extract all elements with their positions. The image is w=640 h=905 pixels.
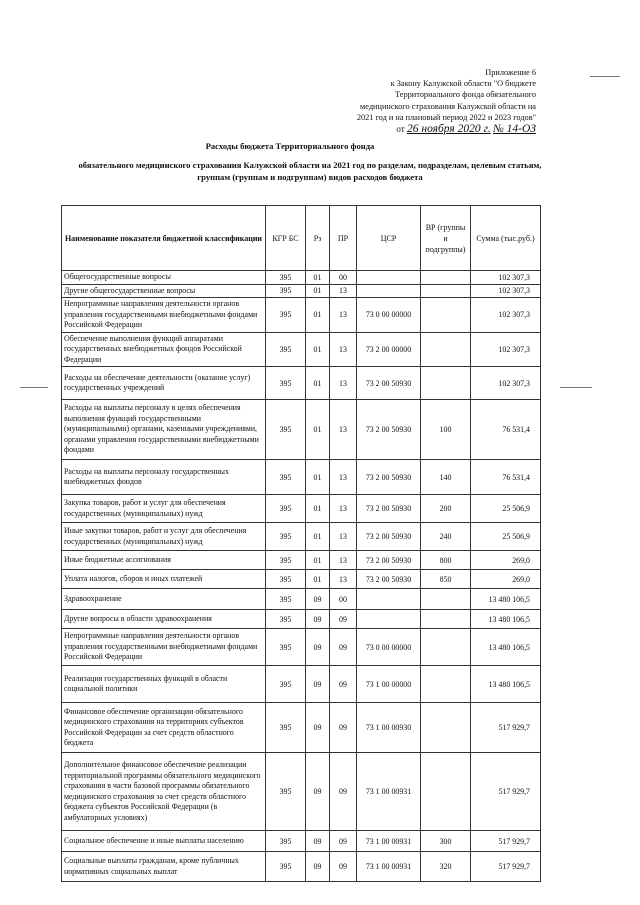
cell-name: Непрограммные направления деятельности органов управления государственными внебюджетными фондами Российской Федерации — [62, 629, 266, 666]
cell-pr: 13 — [330, 332, 357, 367]
cell-rz: 01 — [306, 400, 330, 460]
cell-kgrbs: 395 — [266, 271, 306, 285]
cell-name: Другие общегосударственные вопросы — [62, 284, 266, 298]
cell-sum: 76 531,4 — [471, 460, 541, 495]
cell-csr: 73 1 00 00000 — [357, 666, 421, 703]
cell-kgrbs: 395 — [266, 610, 306, 629]
cell-kgrbs: 395 — [266, 495, 306, 523]
header-kgrbs: КГР БС — [266, 206, 306, 271]
cell-name: Расходы на выплаты персоналу в целях обеспечения выполнения функций государственными (муниципальными) органами, казенными учреждениями, органами управления государственными внебюджетными фондами — [62, 400, 266, 460]
cell-name: Уплата налогов, сборов и иных платежей — [62, 570, 266, 589]
cell-pr: 13 — [330, 400, 357, 460]
cell-kgrbs: 395 — [266, 298, 306, 333]
cell-csr: 73 0 00 00000 — [357, 629, 421, 666]
cell-kgrbs: 395 — [266, 703, 306, 753]
table-row — [62, 523, 541, 551]
cell-name: Обеспечение выполнения функций аппаратами государственных внебюджетных фондов Российской Федерации — [62, 332, 266, 367]
cell-pr: 13 — [330, 523, 357, 551]
table-row — [62, 495, 541, 523]
cell-kgrbs: 395 — [266, 629, 306, 666]
table-row — [62, 284, 541, 298]
cell-kgrbs: 395 — [266, 831, 306, 852]
cell-name: Расходы на обеспечение деятельности (оказание услуг) государственных учреждений — [62, 367, 266, 400]
table-row — [62, 589, 541, 610]
appendix-line: Территориального фонда обязательного — [395, 90, 536, 100]
table-row — [62, 298, 541, 333]
cell-csr — [357, 284, 421, 298]
cell-pr: 09 — [330, 703, 357, 753]
cell-name: Финансовое обеспечение организации обязательного медицинского страхования на территориях субъектов Российской Федерации за счет средств областного бюджета — [62, 703, 266, 753]
cell-csr: 73 1 00 00931 — [357, 852, 421, 882]
cell-sum: 102 307,3 — [471, 298, 541, 333]
cell-vr — [421, 367, 471, 400]
cell-rz: 09 — [306, 666, 330, 703]
cell-rz: 01 — [306, 570, 330, 589]
table-row — [62, 271, 541, 285]
cell-name: Общегосударственные вопросы — [62, 271, 266, 285]
cell-csr: 73 1 00 00930 — [357, 703, 421, 753]
cell-pr: 09 — [330, 610, 357, 629]
cell-csr: 73 1 00 00931 — [357, 753, 421, 831]
cell-sum: 517 929,7 — [471, 852, 541, 882]
cell-name: Расходы на выплаты персоналу государственных внебюджетных фондов — [62, 460, 266, 495]
table-row — [62, 852, 541, 882]
cell-csr: 73 2 00 50930 — [357, 460, 421, 495]
table-row — [62, 831, 541, 852]
appendix-line: Приложение 6 — [485, 68, 536, 77]
table-row — [62, 610, 541, 629]
cell-vr — [421, 629, 471, 666]
cell-pr: 09 — [330, 831, 357, 852]
appendix-line: к Закону Калужской области "О бюджете — [390, 79, 536, 89]
cell-csr: 73 2 00 50930 — [357, 570, 421, 589]
header-rz: Рз — [306, 206, 330, 271]
cell-pr: 13 — [330, 495, 357, 523]
cell-name: Иные закупки товаров, работ и услуг для обеспечения государственных (муниципальных) нужд — [62, 523, 266, 551]
cell-name: Дополнительное финансовое обеспечение реализации территориальной программы обязательного медицинского страхования в части базовой программы обязательного медицинского страхования за счет средств областного бюджета субъектов Российской Федерации (в амбулаторных условиях) — [62, 753, 266, 831]
cell-rz: 09 — [306, 629, 330, 666]
cell-kgrbs: 395 — [266, 753, 306, 831]
cell-vr — [421, 271, 471, 285]
cell-sum: 102 307,3 — [471, 284, 541, 298]
cell-pr: 13 — [330, 460, 357, 495]
cell-sum: 517 929,7 — [471, 753, 541, 831]
cell-vr: 800 — [421, 551, 471, 570]
cell-rz: 01 — [306, 332, 330, 367]
budget-table — [61, 205, 541, 882]
header-name: Наименование показателя бюджетной классификации — [62, 206, 266, 271]
cell-vr: 300 — [421, 831, 471, 852]
table-row — [62, 367, 541, 400]
appendix-line: 2021 год и на плановый период 2022 и 2023 годов" — [356, 112, 536, 122]
scan-artifact-line — [20, 387, 48, 388]
table-row — [62, 551, 541, 570]
cell-sum: 517 929,7 — [471, 831, 541, 852]
table-row — [62, 703, 541, 753]
cell-sum: 25 506,9 — [471, 523, 541, 551]
header-sum: Сумма (тыс.руб.) — [471, 206, 541, 271]
cell-rz: 09 — [306, 852, 330, 882]
cell-pr: 09 — [330, 852, 357, 882]
cell-kgrbs: 395 — [266, 551, 306, 570]
cell-pr: 00 — [330, 271, 357, 285]
cell-vr — [421, 666, 471, 703]
cell-pr: 09 — [330, 629, 357, 666]
cell-csr: 73 2 00 50930 — [357, 551, 421, 570]
cell-csr — [357, 589, 421, 610]
table-row — [62, 460, 541, 495]
cell-rz: 01 — [306, 271, 330, 285]
appendix-line: медицинского страхования Калужской области на — [360, 101, 536, 111]
cell-name: Закупка товаров, работ и услуг для обеспечения государственных (муниципальных) нужд — [62, 495, 266, 523]
cell-vr — [421, 753, 471, 831]
cell-vr: 850 — [421, 570, 471, 589]
header-csr: ЦСР — [357, 206, 421, 271]
cell-pr: 09 — [330, 666, 357, 703]
cell-rz: 09 — [306, 831, 330, 852]
cell-name: Социальные выплаты гражданам, кроме публичных нормативных социальных выплат — [62, 852, 266, 882]
cell-csr: 73 1 00 00931 — [357, 831, 421, 852]
cell-csr: 73 0 00 00000 — [357, 298, 421, 333]
cell-pr: 13 — [330, 284, 357, 298]
cell-rz: 01 — [306, 523, 330, 551]
cell-sum: 269,0 — [471, 570, 541, 589]
cell-sum: 76 531,4 — [471, 400, 541, 460]
table-row — [62, 753, 541, 831]
table-header-row — [62, 206, 541, 271]
cell-rz: 09 — [306, 703, 330, 753]
cell-name: Другие вопросы в области здравоохранения — [62, 610, 266, 629]
cell-sum: 517 929,7 — [471, 703, 541, 753]
appendix-block — [276, 67, 536, 135]
cell-csr: 73 2 00 00000 — [357, 332, 421, 367]
cell-sum: 102 307,3 — [471, 367, 541, 400]
scan-artifact-line — [560, 387, 592, 388]
cell-sum: 13 480 106,5 — [471, 666, 541, 703]
cell-rz: 01 — [306, 298, 330, 333]
cell-sum: 102 307,3 — [471, 271, 541, 285]
table-row — [62, 570, 541, 589]
scan-artifact-line — [590, 76, 620, 77]
cell-name: Реализация государственных функций в области социальной политики — [62, 666, 266, 703]
cell-vr: 200 — [421, 495, 471, 523]
cell-sum: 13 480 106,5 — [471, 629, 541, 666]
cell-kgrbs: 395 — [266, 666, 306, 703]
cell-csr: 73 2 00 50930 — [357, 523, 421, 551]
table-row — [62, 400, 541, 460]
cell-vr — [421, 610, 471, 629]
cell-kgrbs: 395 — [266, 852, 306, 882]
cell-pr: 13 — [330, 367, 357, 400]
cell-kgrbs: 395 — [266, 400, 306, 460]
cell-pr: 00 — [330, 589, 357, 610]
cell-kgrbs: 395 — [266, 570, 306, 589]
table-row — [62, 629, 541, 666]
header-pr: ПР — [330, 206, 357, 271]
cell-rz: 09 — [306, 753, 330, 831]
cell-vr: 100 — [421, 400, 471, 460]
cell-vr — [421, 589, 471, 610]
title-line-2: обязательного медицинского страхования Калужской области на 2021 год по разделам, подразделам, целевым статьям, — [78, 160, 542, 170]
cell-csr: 73 2 00 50930 — [357, 400, 421, 460]
cell-rz: 01 — [306, 495, 330, 523]
cell-rz: 01 — [306, 367, 330, 400]
cell-name: Здравоохранение — [62, 589, 266, 610]
cell-sum: 269,0 — [471, 551, 541, 570]
cell-name: Непрограммные направления деятельности органов управления государственными внебюджетными фондами Российской Федерации — [62, 298, 266, 333]
cell-rz: 09 — [306, 610, 330, 629]
cell-csr — [357, 610, 421, 629]
cell-vr — [421, 703, 471, 753]
title-line-1: Расходы бюджета Территориального фонда — [205, 141, 375, 151]
title-line-3: группам (группам и подгруппам) видов расходов бюджета — [197, 172, 423, 182]
cell-vr: 140 — [421, 460, 471, 495]
cell-vr — [421, 332, 471, 367]
cell-rz: 01 — [306, 460, 330, 495]
cell-pr: 13 — [330, 551, 357, 570]
cell-rz: 01 — [306, 284, 330, 298]
cell-pr: 13 — [330, 298, 357, 333]
cell-csr — [357, 271, 421, 285]
cell-sum: 102 307,3 — [471, 332, 541, 367]
cell-vr: 240 — [421, 523, 471, 551]
cell-vr — [421, 298, 471, 333]
cell-vr — [421, 284, 471, 298]
cell-kgrbs: 395 — [266, 589, 306, 610]
cell-name: Социальное обеспечение и иные выплаты населению — [62, 831, 266, 852]
cell-name: Иные бюджетные ассигнования — [62, 551, 266, 570]
date-prefix: от — [396, 124, 405, 135]
cell-pr: 13 — [330, 570, 357, 589]
cell-sum: 13 480 106,5 — [471, 589, 541, 610]
cell-kgrbs: 395 — [266, 332, 306, 367]
cell-kgrbs: 395 — [266, 284, 306, 298]
cell-kgrbs: 395 — [266, 523, 306, 551]
law-date: 26 ноября 2020 г. — [406, 123, 491, 136]
appendix-date-line — [276, 124, 536, 135]
cell-rz: 09 — [306, 589, 330, 610]
cell-kgrbs: 395 — [266, 460, 306, 495]
table-row — [62, 332, 541, 367]
law-number: № 14-ОЗ — [492, 123, 536, 136]
cell-csr: 73 2 00 50930 — [357, 495, 421, 523]
cell-sum: 25 506,9 — [471, 495, 541, 523]
cell-vr: 320 — [421, 852, 471, 882]
cell-kgrbs: 395 — [266, 367, 306, 400]
cell-pr: 09 — [330, 753, 357, 831]
table-row — [62, 666, 541, 703]
cell-csr: 73 2 00 50930 — [357, 367, 421, 400]
cell-sum: 13 480 106,5 — [471, 610, 541, 629]
document-title — [60, 140, 560, 183]
header-vr: ВР (группы и подгруппы) — [421, 206, 471, 271]
cell-rz: 01 — [306, 551, 330, 570]
